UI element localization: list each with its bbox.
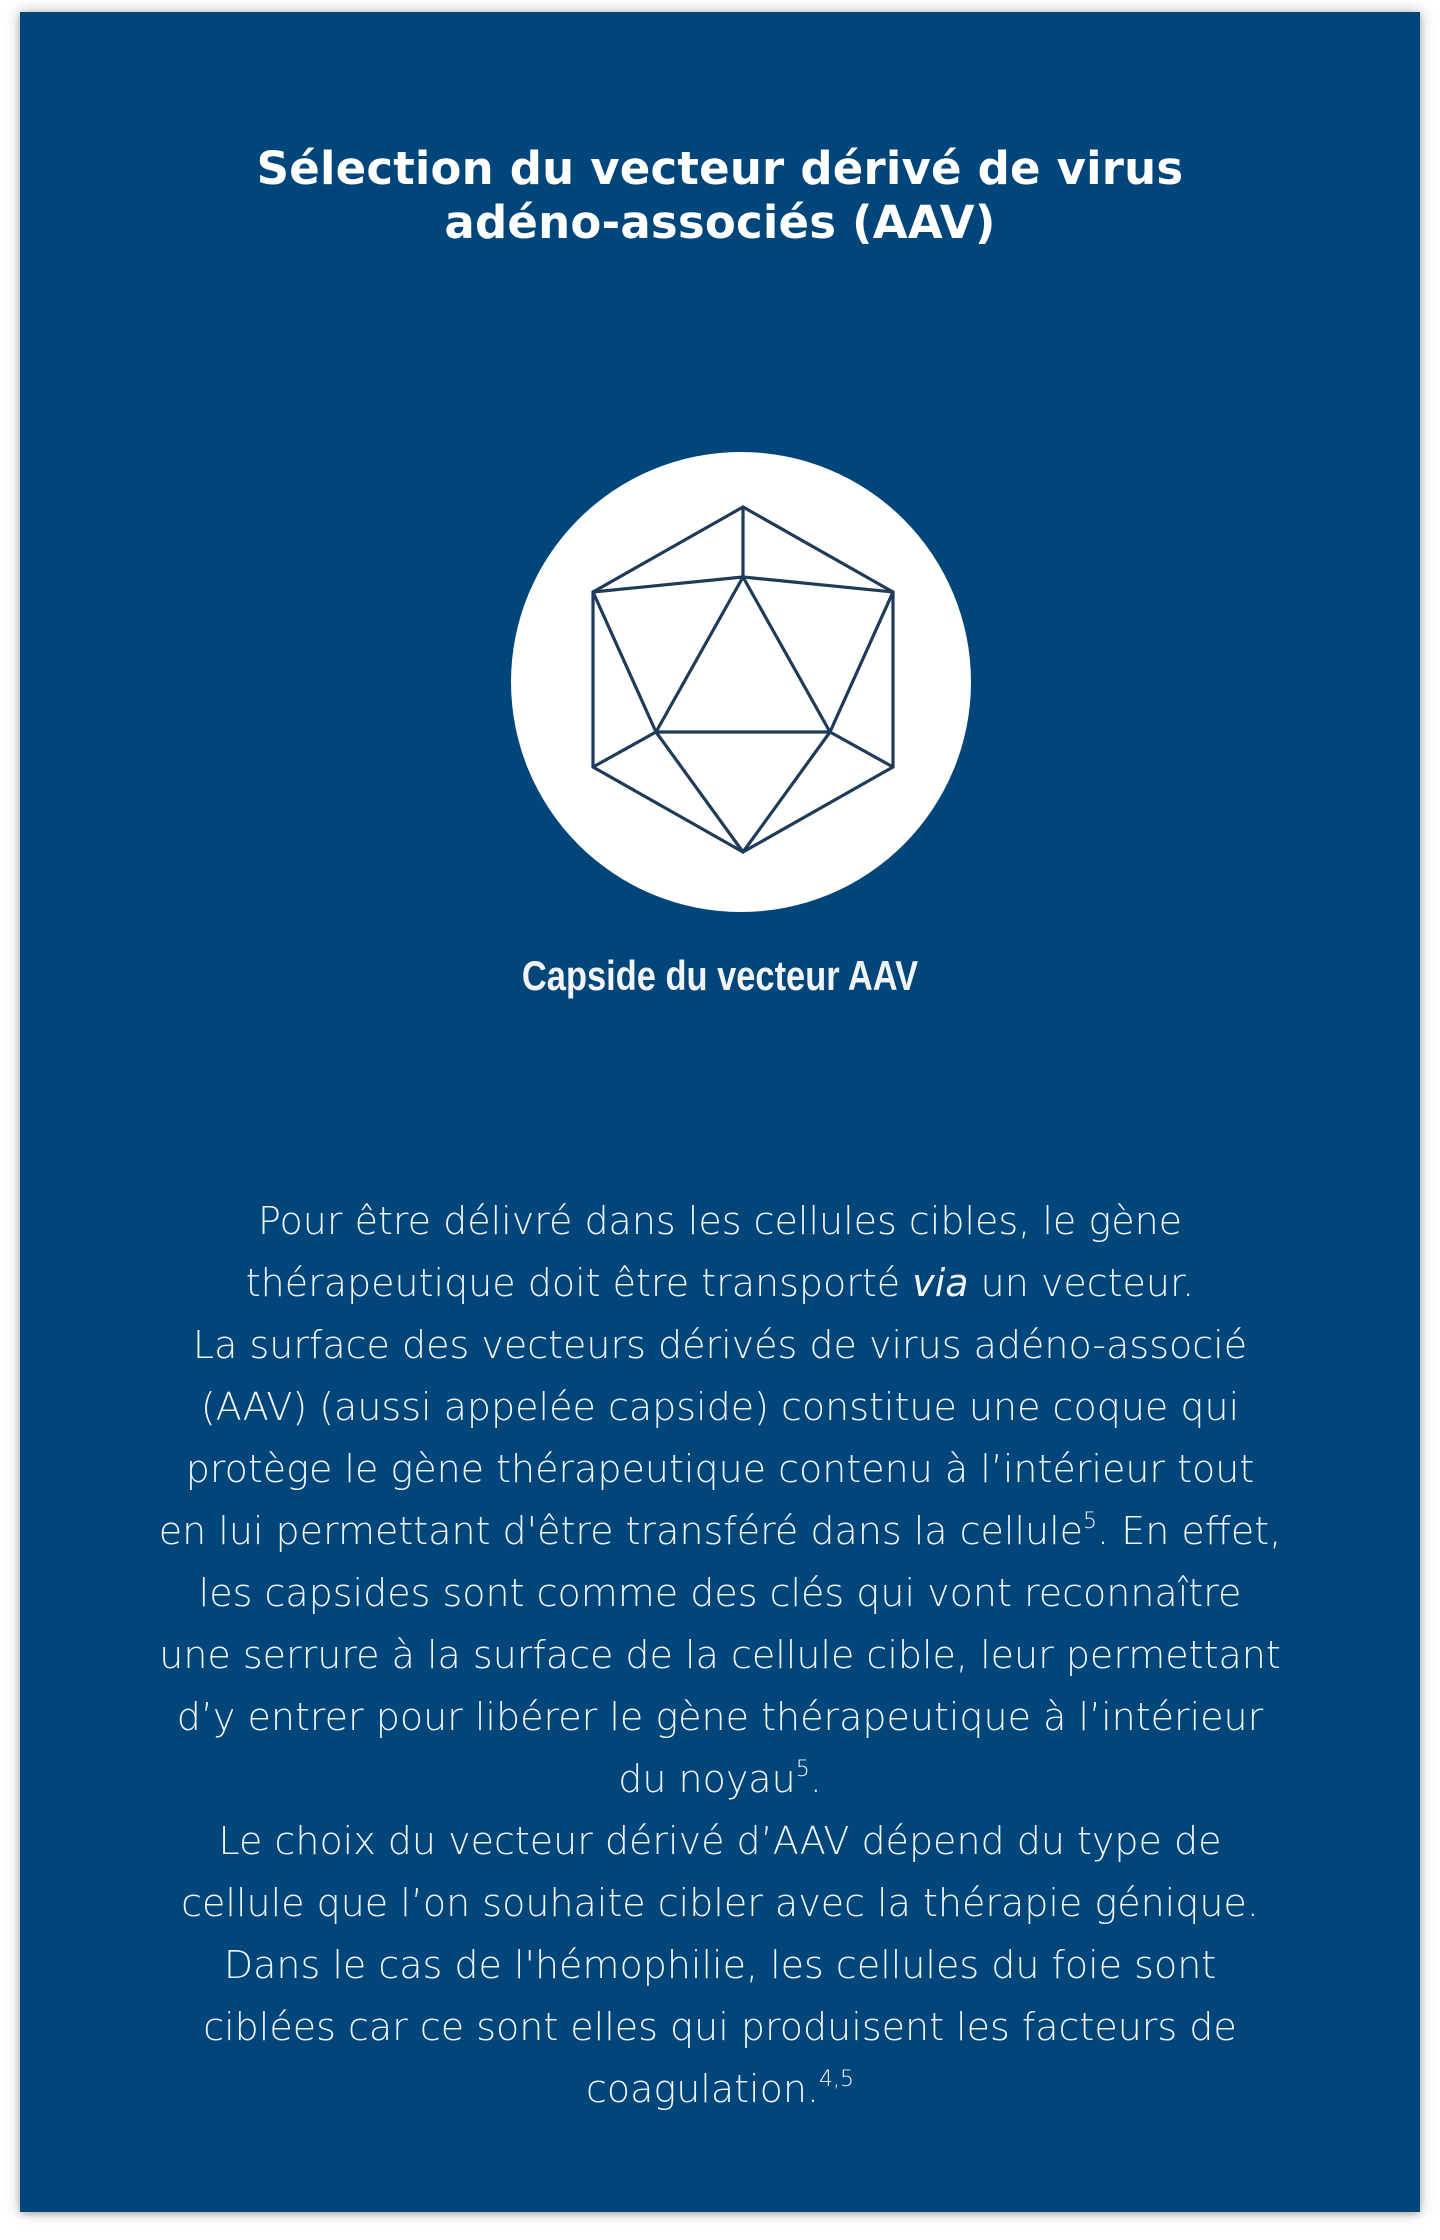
text-line: d’y entrer pour libérer le gène thérapeutique à l’intérieur xyxy=(176,1695,1264,1739)
aav-capsid-icosahedron-icon xyxy=(511,452,971,912)
italic-term: via xyxy=(912,1261,969,1305)
text-segment: du noyau xyxy=(618,1757,796,1801)
text-line xyxy=(80,2058,1360,2120)
text-line: les capsides sont comme des clés qui vont reconnaître xyxy=(198,1571,1242,1615)
text-line: ciblées car ce sont elles qui produisent les facteurs de xyxy=(203,2005,1237,2049)
text-segment: . En effet, xyxy=(1097,1509,1282,1553)
text-line xyxy=(80,1252,1360,1314)
description-paragraph xyxy=(80,1190,1360,2120)
text-segment: thérapeutique doit être transporté xyxy=(245,1261,913,1305)
reference-superscript: 4,5 xyxy=(819,2067,855,2092)
text-line: Dans le cas de l'hémophilie, les cellules du foie sont xyxy=(223,1943,1217,1987)
text-line: Pour être délivré dans les cellules cibles, le gène xyxy=(257,1199,1183,1243)
text-line: cellule que l’on souhaite cibler avec la thérapie génique. xyxy=(181,1881,1259,1925)
text-segment: . xyxy=(809,1757,822,1801)
text-segment: en lui permettant d'être transféré dans la cellule xyxy=(158,1509,1084,1553)
text-line: (AAV) (aussi appelée capside) constitue une coque qui xyxy=(200,1385,1240,1429)
text-line: Le choix du vecteur dérivé d’AAV dépend du type de xyxy=(218,1819,1222,1863)
info-card xyxy=(20,12,1420,2212)
text-line xyxy=(80,1748,1360,1810)
text-line: une serrure à la surface de la cellule cible, leur permettant xyxy=(159,1633,1281,1677)
text-line: protège le gène thérapeutique contenu à l’intérieur tout xyxy=(185,1447,1255,1491)
text-segment: coagulation. xyxy=(585,2067,820,2111)
title-line-2: adéno-associés (AAV) xyxy=(444,196,996,249)
section-title xyxy=(20,142,1420,250)
text-line xyxy=(80,1500,1360,1562)
text-segment: un vecteur. xyxy=(968,1261,1195,1305)
figure-caption: Capside du vecteur AAV xyxy=(521,952,919,999)
reference-superscript: 5 xyxy=(795,1757,810,1782)
reference-superscript: 5 xyxy=(1083,1509,1098,1534)
title-line-1: Sélection du vecteur dérivé de virus xyxy=(256,142,1184,195)
capsid-illustration xyxy=(511,452,971,912)
text-line: La surface des vecteurs dérivés de virus adéno-associé xyxy=(192,1323,1248,1367)
